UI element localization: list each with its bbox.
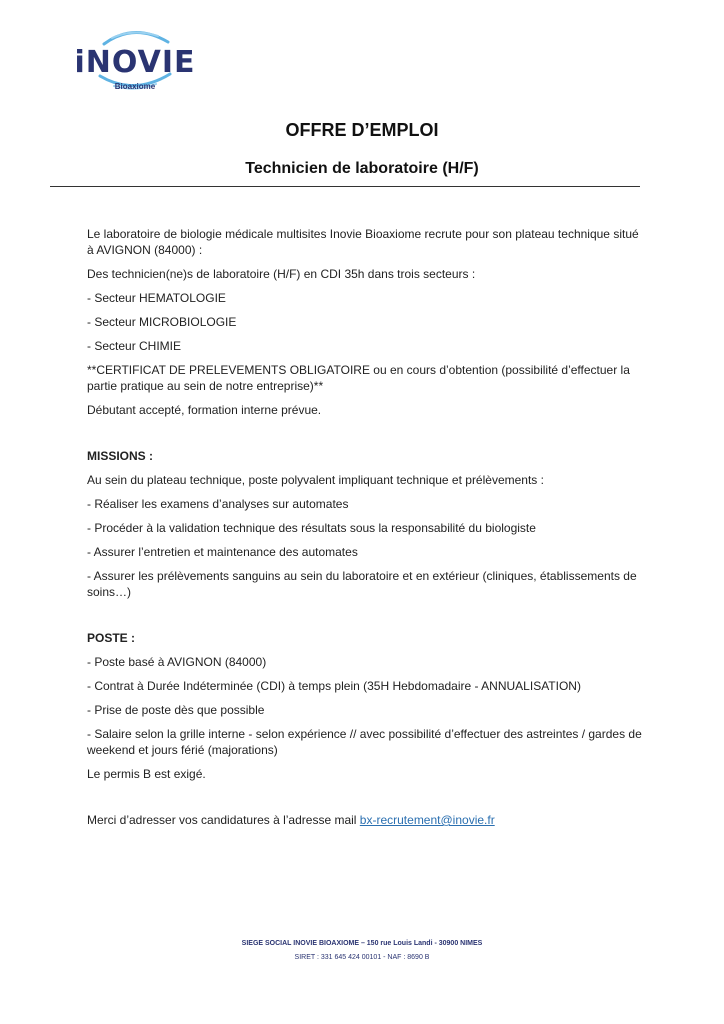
poste-item: - Contrat à Durée Indéterminée (CDI) à temps plein (35H Hebdomadaire - ANNUALISATION): [87, 679, 581, 693]
footer-siret: SIRET : 331 645 424 00101 - NAF : 8690 B: [294, 954, 430, 961]
permis-notice: Le permis B est exigé.: [87, 767, 206, 781]
debutant-notice: Débutant accepté, formation interne prévue.: [87, 403, 322, 417]
certificat-notice: **CERTIFICAT DE PRELEVEMENTS OBLIGATOIRE ou en cours d’obtention (possibilité d’effectuer la partie pratique au sein de notre entreprise)**: [87, 363, 630, 393]
sector-item: - Secteur HEMATOLOGIE: [87, 291, 226, 305]
contact-text: Merci d’adresser vos candidatures à l’adresse mail: [87, 813, 360, 827]
poste-heading: POSTE :: [87, 631, 136, 645]
poste-item: - Poste basé à AVIGNON (84000): [87, 655, 267, 669]
missions-heading: MISSIONS :: [87, 449, 154, 463]
logo-subtext: Bioaxiome: [114, 82, 156, 91]
mission-item: - Procéder à la validation technique des résultats sous la responsabilité du biologiste: [87, 521, 536, 535]
intro-paragraph: Le laboratoire de biologie médicale multisites Inovie Bioaxiome recrute pour son plateau technique situé à AVIGNON (84000) :: [87, 227, 639, 257]
intro-sectors-paragraph: Des technicien(ne)s de laboratoire (H/F) en CDI 35h dans trois secteurs :: [87, 267, 476, 281]
mission-item: - Assurer les prélèvements sanguins au sein du laboratoire et en extérieur (cliniques, établissements de soins…): [87, 569, 637, 599]
poste-item: - Salaire selon la grille interne - selon expérience // avec possibilité d’effectuer des astreintes / gardes de weekend et jours férié (majorations): [87, 727, 642, 757]
sector-item: - Secteur CHIMIE: [87, 339, 182, 353]
title-divider: [50, 186, 640, 187]
mission-item: - Réaliser les examens d’analyses sur automates: [87, 497, 349, 511]
page-subtitle: Technicien de laboratoire (H/F): [245, 160, 479, 177]
inovie-logo: [64, 22, 204, 102]
logo-brand-text: iNOVIE: [74, 45, 196, 80]
mission-item: - Assurer l’entretien et maintenance des automates: [87, 545, 358, 559]
missions-intro: Au sein du plateau technique, poste polyvalent impliquant technique et prélèvements :: [87, 473, 544, 487]
page-title: OFFRE D’EMPLOI: [285, 120, 439, 140]
contact-email-link[interactable]: bx-recrutement@inovie.fr: [359, 813, 495, 827]
contact-line: [87, 812, 647, 828]
poste-item: - Prise de poste dès que possible: [87, 703, 265, 717]
sector-item: - Secteur MICROBIOLOGIE: [87, 315, 237, 329]
document-body: [87, 226, 647, 836]
footer-address: SIEGE SOCIAL INOVIE BIOAXIOME – 150 rue Louis Landi - 30900 NIMES: [241, 940, 483, 947]
